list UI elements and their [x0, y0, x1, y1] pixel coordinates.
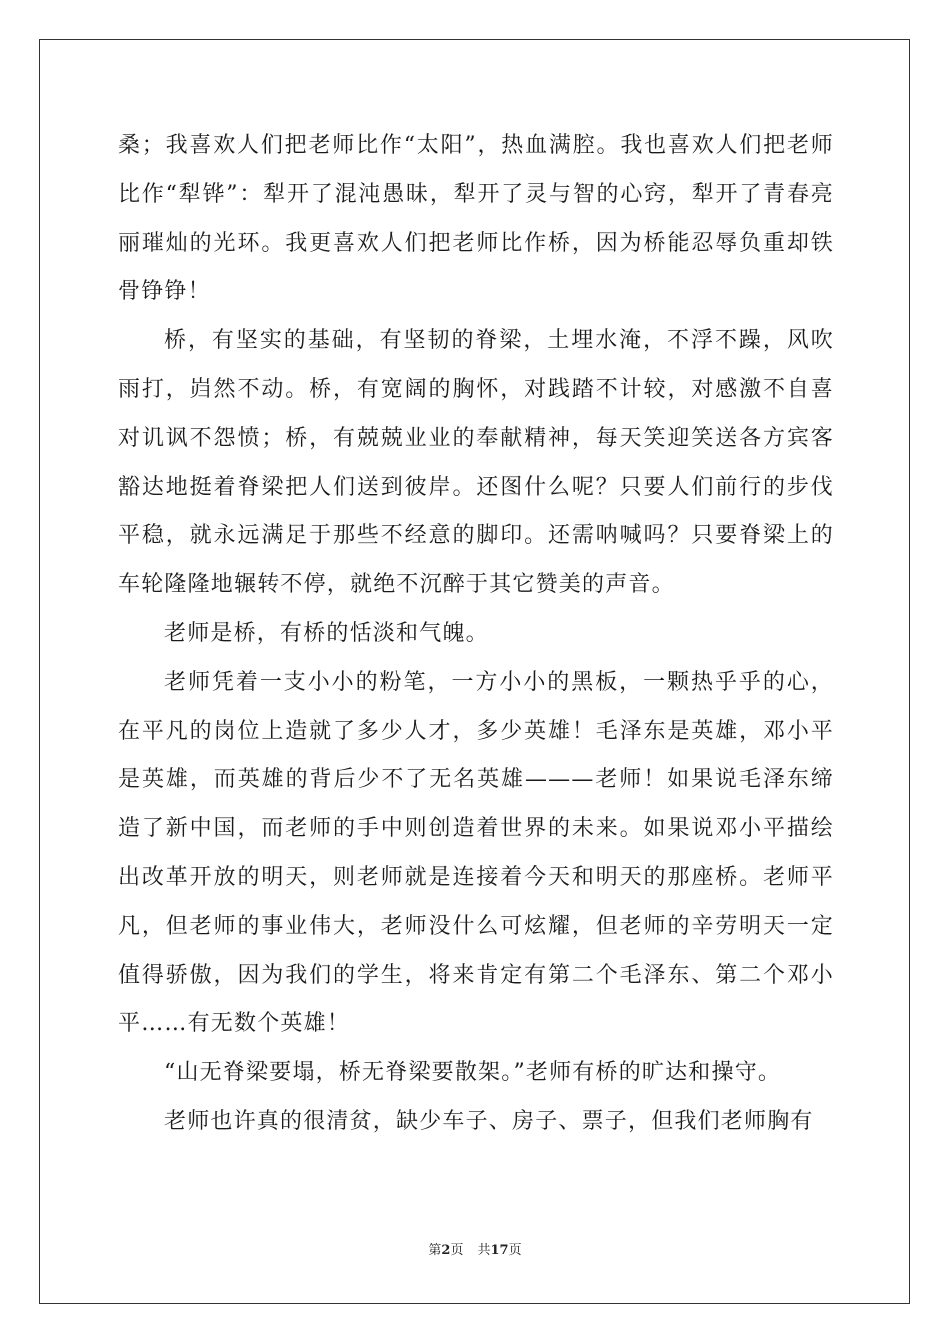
- page-number-label: 第2页: [428, 1243, 464, 1258]
- page-footer: [0, 1242, 950, 1260]
- paragraph-2: 桥，有坚实的基础，有坚韧的脊梁，土埋水淹，不浮不躁，风吹雨打，岿然不动。桥，有宽阔的胸怀，对践踏不计较，对感激不自喜对讥讽不怨愤；桥，有兢兢业业的奉献精神，每天笑迎笑送各方宾客豁达地挺着脊梁把人们送到彼岸。还图什么呢？只要人们前行的步伐平稳，就永远满足于那些不经意的脚印。还需呐喊吗？只要脊梁上的车轮隆隆地辗转不停，就绝不沉醉于其它赞美的声音。: [118, 328, 834, 598]
- total-pages-number: 17: [490, 1243, 509, 1258]
- paragraph-6: 老师也许真的很清贫，缺少车子、房子、票子，但我们老师胸有: [164, 1108, 814, 1134]
- paragraph-5: “山无脊梁要塌，桥无脊梁要散架。”老师有桥的旷达和操守。: [164, 1060, 782, 1086]
- current-page-number: 2: [441, 1243, 451, 1258]
- document-body: [118, 122, 834, 1147]
- total-pages-label: 共17页: [477, 1243, 522, 1258]
- paragraph-1: 桑；我喜欢人们把老师比作“太阳”，热血满腔。我也喜欢人们把老师比作“犁铧”：犁开了混沌愚昧，犁开了灵与智的心窍，犁开了青春亮丽璀灿的光环。我更喜欢人们把老师比作桥，因为桥能忍辱负重却铁骨铮铮！: [118, 133, 834, 305]
- paragraph-3: 老师是桥，有桥的恬淡和气魄。: [164, 620, 489, 646]
- paragraph-4: 老师凭着一支小小的粉笔，一方小小的黑板，一颗热乎乎的心，在平凡的岗位上造就了多少人才，多少英雄！毛泽东是英雄，邓小平是英雄，而英雄的背后少不了无名英雄———老师！如果说毛泽东缔造了新中国，而老师的手中则创造着世界的未来。如果说邓小平描绘出改革开放的明天，则老师就是连接着今天和明天的那座桥。老师平凡，但老师的事业伟大，老师没什么可炫耀，但老师的辛劳明天一定值得骄傲，因为我们的学生，将来肯定有第二个毛泽东、第二个邓小平……有无数个英雄！: [118, 669, 834, 1037]
